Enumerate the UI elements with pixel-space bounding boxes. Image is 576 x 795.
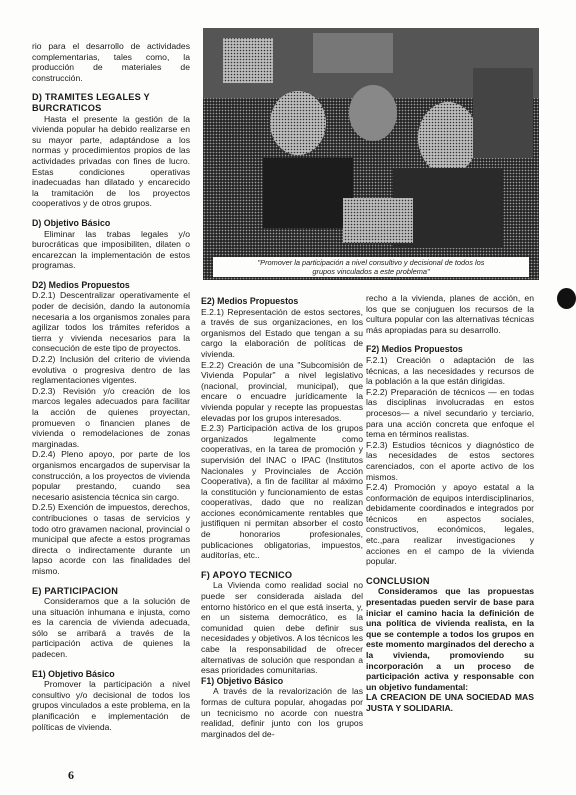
item-d24: D.2.4) Pleno apoyo, por parte de los organismos encargados de supervisar la construcción, a los proyectos de vivienda popular prestando, cuando sea necesario asistencia técnica sin cargo. — [32, 449, 190, 502]
item-d23: D.2.3) Revisión y/o creación de los marcos legales adecuados para facilitar la acción de quienes proyectan, promueven o financien planes de vivienda o remodelaciones de zonas marginadas. — [32, 385, 190, 449]
conclusion-text: Consideramos que las propuestas presentadas pueden servir de base para iniciar el camino hacia la definición de una política de vivienda realista, en la que se contemple a todos los grupos en este momento marginados del derecho a la vivienda, promoviendo su incorporación a un proceso de participación activa y responsable con un objetivo fundamental: — [366, 586, 534, 692]
section-e1-heading: E1) Objetivo Básico — [32, 668, 115, 679]
section-f2-heading: F2) Medios Propuestos — [366, 344, 463, 355]
page-number: 6 — [68, 768, 74, 782]
section-e2-heading: E2) Medios Propuestos — [201, 296, 299, 306]
caption-line-2: grupos vinculados a este problema" — [312, 267, 430, 276]
section-d-objective-text: Eliminar las trabas legales y/o burocráticas que imposibiliten, dilaten o encarezcan la implementación de estos programas. — [32, 228, 190, 271]
section-d-text: Hasta el presente la gestión de la vivienda popular ha debido realizarse en su mayor parte, adaptándose a los normas y procedimientos propios de las actividades privadas con fines de lucro. Estas condiciones operativas inadecuadas han dilatado y encarecido la tramitación de los proyectos cooperativos y de otros grupos. — [32, 113, 190, 209]
continuation-text: recho a la vivienda, planes de acción, en los que se conjuguen los recursos de la cultura popular con las alternativas técnicas más apropiadas para su desarrollo. — [366, 293, 534, 335]
item-e22: E.2.2) Creación de una "Subcomisión de Vivienda Popular" a nivel legislativo (nacional, provincial, municipal), que encare o encuadre jurídicamente la vivienda popular y recepte las propuestas elevadas por los grupos interesados. — [201, 359, 363, 423]
item-e21: E.2.1) Representación de estos sectores, a través de sus organizaciones, en los organismos del Estado que tengan a su cargo la elaboración de políticas de vivienda. — [201, 306, 363, 359]
section-e-heading: E) PARTICIPACION — [32, 585, 119, 596]
section-f1-heading: F1) Objetivo Básico — [201, 675, 284, 686]
conclusion-final: LA CREACION DE UNA SOCIEDAD MAS JUSTA Y SOLIDARIA. — [366, 692, 534, 713]
item-d22: D.2.2) Inclusión del criterio de vivienda evolutiva o progresiva dentro de las reglamentaciones vigentes. — [32, 354, 190, 386]
item-d25: D.2.5) Exención de impuestos, derechos, contribuciones o tasas de servicios y todo otro gravamen nacional, provincial o municipal que afecte a estos programas directa o indirectamente durante un lapso acorde con las finalidades del mismo. — [32, 502, 190, 576]
column-2 — [201, 296, 363, 739]
section-f-text: La Vivienda como realidad social no puede ser considerada aislada del entorno histórico en el que está inserta, y, en un sistema democrático, es la comunidad quien debe definir sus necesidades y objetivos. A los técnicos les cabe la responsabilidad de ofrecer alternativas de solución que respondan a esas prioridades comunitarias. — [201, 580, 363, 676]
conclusion-heading: CONCLUSION — [366, 575, 430, 586]
caption-line-1: "Promover la participación a nivel consultivo y decisional de todos los — [257, 258, 485, 267]
item-f24: F.2.4) Promoción y apoyo estatal a la conformación de equipos interdisciplinarios, debidamente coordinados e integrados por técnicos en aspectos sociales, constructivos, económicos, legales, etc.,para realizar investigaciones y acciones en el campo de la vivienda popular. — [366, 482, 534, 567]
section-e-text: Consideramos que a la solución de una situación inhumana e injusta, como es la carencia de vivienda adecuada, sólo se arribará a través de la participación activa de quienes la padecen. — [32, 596, 190, 660]
section-d2-heading: D2) Medios Propuestos — [32, 279, 130, 290]
column-1 — [32, 41, 190, 732]
photo — [203, 28, 539, 280]
item-f22: F.2.2) Preparación de técnicos — en todas las disciplinas involucradas en estos procesos— a nivel secundario y terciario, para una acción concreta que enfoque el tema en términos realistas. — [366, 386, 534, 440]
section-d-heading: D) TRAMITES LEGALES Y BURCRATICOS — [32, 92, 150, 113]
section-f-heading: F) APOYO TECNICO — [201, 569, 293, 580]
page-mark-dot — [557, 288, 576, 309]
section-d-objective-heading: D) Objetivo Básico — [32, 217, 111, 228]
item-e23: E.2.3) Participación activa de los grupos organizados legalmente como cooperativas, en la tarea de promoción y supervisión del INAC o IPAC (Institutos Nacionales y Provinciales de Acción Cooperativa), a fin de facilitar al máximo la constitución y funcionamiento de estas cooperativas, dado que no realizan acciones económicamente rentables que justifiquen ni permitan absorber el costo de honorarios profesionales, publicaciones obligatorias, impuestos, auditorías, etc.. — [201, 423, 363, 561]
photo-caption — [213, 257, 529, 277]
section-e1-text: Promover la participación a nivel consultivo y/o decisional de todos los grupos vinculados a este problema, en la planificación e implementación de políticas de vivienda. — [32, 679, 190, 732]
photo-image — [203, 28, 539, 280]
item-d21: D.2.1) Descentralizar operativamente el poder de decisión, dando la autonomía necesaria a los organismos zonales para agilizar todos los trámites referidos a tierra y vivienda necesarios para la consecución de este tipo de proyectos. — [32, 290, 190, 354]
column-3 — [366, 293, 534, 714]
intro-paragraph: rio para el desarrollo de actividades complementarias, tales como, la producción de materiales de construcción. — [32, 41, 190, 83]
item-f21: F.2.1) Creación o adaptación de las técnicas, a las necesidades y recursos de la población a la que están dirigidas. — [366, 354, 534, 387]
section-f1-text: A través de la revalorización de las formas de cultura popular, ahogadas por un tecnicismo no acorde con nuestra realidad, definir junto con los grupos marginados del de- — [201, 686, 363, 739]
item-f23: F.2.3) Estudios técnicos y diagnóstico de las necesidades de estos sectores carenciados, con el aporte activo de los mismos. — [366, 439, 534, 482]
